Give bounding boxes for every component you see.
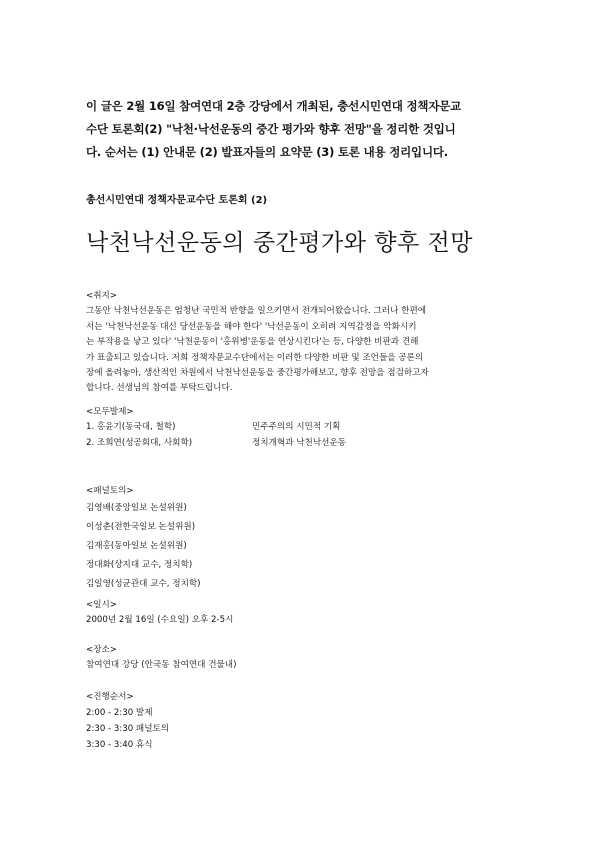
purpose-line: 는 부작용을 낳고 있다' '낙천운동이 '홍위병'운동을 연상시킨다'는 등, 다양한 비판과 견해 [86, 337, 419, 348]
presenters-section [86, 405, 526, 451]
date-section [86, 598, 526, 629]
schedule-section [86, 690, 526, 753]
panelist: 김일영(성균관대 교수, 정치학) [86, 579, 201, 590]
presenters-header: <모두발제> [86, 407, 134, 417]
panelist: 정대화(상지대 교수, 정치학) [86, 560, 193, 571]
panelist: 김영배(중앙일보 논설위원) [86, 503, 187, 514]
purpose-line: 서는 '낙천낙선운동 대신 당선운동을 해야 한다' '낙선운동이 오히려 지역감정을 악화시키 [86, 321, 417, 332]
date-value: 2000년 2월 16일 (수요일) 오후 2-5시 [86, 615, 234, 626]
schedule-header: <진행순서> [86, 692, 134, 702]
presenter-topic: 정치개혁과 낙천낙선운동 [252, 437, 347, 448]
panel-header: <패널토의> [86, 486, 134, 496]
panelist: 이성춘(전한국일보 논설위원) [86, 522, 196, 533]
intro-paragraph [86, 95, 526, 164]
intro-line: 수단 토론회(2) "낙천·낙선운동의 중간 평가와 향후 전망"을 정리한 것입니 [86, 122, 456, 136]
event-subtitle: 총선시민연대 정책자문교수단 토론회 (2) [86, 195, 268, 206]
document-title: 낙천낙선운동의 중간평가와 향후 전망 [86, 230, 473, 256]
purpose-line: 가 표출되고 있습니다. 저희 정책자문교수단에서는 이러한 다양한 비판 및 조언들을 공론의 [86, 352, 424, 363]
purpose-header: <취지> [86, 291, 118, 301]
date-header: <일시> [86, 600, 118, 610]
purpose-section [86, 289, 526, 397]
purpose-line: 그동안 낙천낙선운동은 엄청난 국민적 반향을 일으키면서 전개되어왔습니다. 그러나 한편에 [86, 306, 427, 317]
presenter-name: 1. 홍윤기(동국대, 철학) [86, 422, 176, 433]
presenter-name: 2. 조희연(성공회대, 사회학) [86, 437, 193, 448]
venue-value: 참여연대 강당 (안국동 참여연대 건물내) [86, 660, 237, 671]
schedule-item: 2:00 - 2:30 발제 [86, 708, 153, 719]
presenter-row [86, 420, 526, 435]
intro-line: 다. 순서는 (1) 안내문 (2) 발표자들의 요약문 (3) 토론 내용 정리입니다. [86, 145, 448, 159]
presenter-topic: 민주주의의 시민적 기획 [252, 422, 341, 433]
venue-section [86, 643, 526, 674]
schedule-item: 2:30 - 3:30 패널토의 [86, 724, 170, 735]
schedule-item: 3:30 - 3:40 휴식 [86, 740, 153, 751]
venue-header: <장소> [86, 645, 118, 655]
purpose-line: 합니다. 선생님의 참여를 부탁드립니다. [86, 383, 233, 394]
panelist: 김재홍(동아일보 논설위원) [86, 541, 187, 552]
purpose-line: 장에 올려놓아, 생산적인 차원에서 낙천낙선운동을 중간평가해보고, 향후 전망을 점검하고자 [86, 368, 429, 379]
presenter-row [86, 436, 526, 451]
panel-section [86, 484, 526, 594]
intro-line: 이 글은 2월 16일 참여연대 2층 강당에서 개최된, 충선시민연대 정책자문교 [86, 99, 462, 113]
